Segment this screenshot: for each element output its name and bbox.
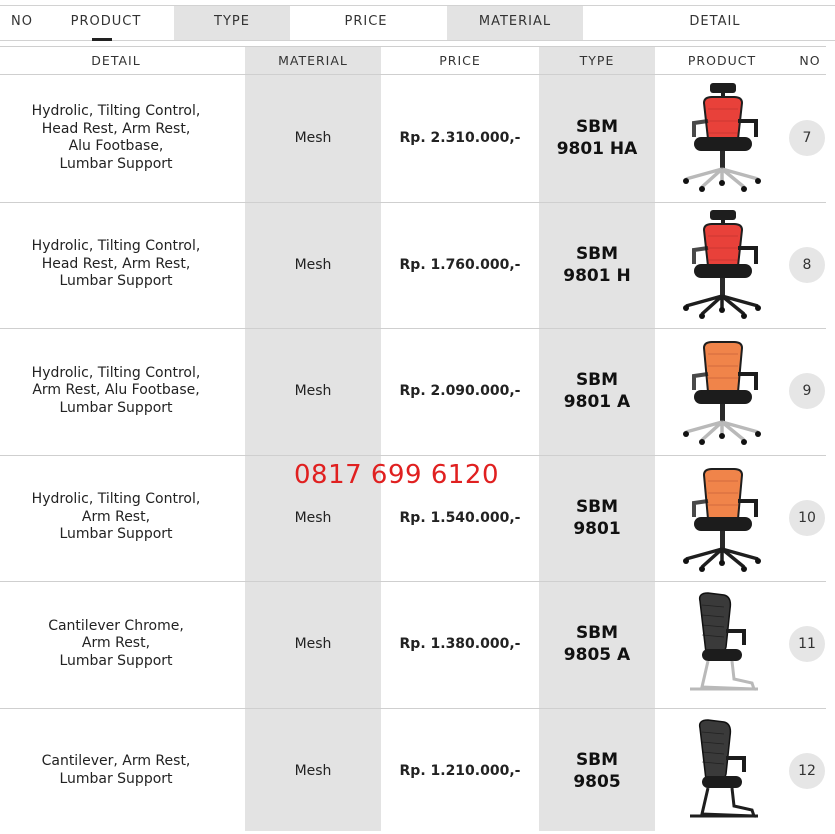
detail-cell — [5, 75, 227, 201]
chair-image — [672, 461, 772, 575]
top-header-material: MATERIAL — [447, 6, 583, 40]
divider — [0, 40, 835, 41]
detail-line: Alu Footbase, — [68, 138, 164, 154]
detail-cell — [5, 455, 227, 581]
row-number-badge: 12 — [789, 753, 825, 789]
chair-image — [672, 587, 772, 701]
phone-watermark: 0817 699 6120 — [294, 460, 499, 490]
detail-cell — [5, 708, 227, 834]
table-row — [0, 581, 835, 707]
table-top-border — [0, 46, 826, 47]
type-cell — [539, 581, 655, 707]
header-type: TYPE — [579, 53, 615, 68]
detail-line: Hydrolic, Tilting Control, — [31, 364, 201, 381]
detail-line: Arm Rest, — [81, 635, 151, 652]
table-row — [0, 328, 835, 454]
detail-cell — [5, 581, 227, 707]
detail-line: Cantilever, Arm Rest, — [41, 753, 191, 769]
top-header-bar — [0, 0, 835, 40]
detail-line: Lumbar Support — [59, 399, 173, 416]
header-no: NO — [799, 53, 821, 68]
price-cell: Rp. 2.310.000,- — [399, 130, 521, 146]
detail-line: Cantilever Chrome, — [48, 617, 184, 634]
chair-image — [672, 334, 772, 448]
product-image — [672, 81, 772, 195]
chair-image — [672, 208, 772, 322]
type-line: 9805 — [573, 771, 621, 792]
detail-line: Hydrolic, Tilting Control, — [31, 491, 201, 508]
product-image — [672, 334, 772, 448]
material-cell: Mesh — [294, 636, 332, 652]
product-image — [672, 208, 772, 322]
price-cell: Rp. 1.540.000,- — [399, 509, 521, 526]
type-line: SBM — [575, 117, 619, 137]
header-product: PRODUCT — [687, 53, 757, 68]
header-price: PRICE — [439, 53, 481, 68]
detail-line: Hydrolic, Tilting Control, — [31, 103, 201, 119]
material-cell: Mesh — [294, 256, 332, 273]
type-line: SBM — [575, 623, 619, 643]
table-row — [0, 708, 835, 834]
type-line: SBM — [575, 749, 619, 770]
type-cell — [539, 328, 655, 454]
detail-line: Head Rest, Arm Rest, — [41, 255, 191, 272]
type-line: 9801 A — [563, 392, 631, 412]
top-header-detail: DETAIL — [689, 14, 741, 29]
type-cell — [539, 455, 655, 581]
top-header-no: NO — [11, 14, 33, 29]
type-line: 9805 A — [563, 645, 631, 665]
detail-line: Lumbar Support — [59, 652, 173, 669]
type-line: SBM — [575, 496, 619, 517]
top-header-type: TYPE — [174, 6, 290, 40]
detail-line: Arm Rest, — [81, 508, 151, 525]
row-number-badge: 10 — [789, 500, 825, 536]
top-header-product: PRODUCT — [70, 14, 142, 29]
material-cell: Mesh — [294, 383, 332, 399]
header-material: MATERIAL — [278, 53, 348, 68]
top-header-price: PRICE — [344, 14, 388, 29]
type-line: 9801 HA — [556, 139, 638, 159]
detail-line: Head Rest, Arm Rest, — [41, 120, 191, 137]
type-line: 9801 — [573, 518, 621, 539]
type-line: 9801 H — [563, 265, 631, 286]
material-cell: Mesh — [294, 762, 332, 779]
detail-cell — [5, 328, 227, 454]
row-number-badge: 7 — [789, 120, 825, 156]
type-cell — [539, 708, 655, 834]
chair-image — [672, 81, 772, 195]
detail-line: Lumbar Support — [59, 526, 173, 543]
table-row — [0, 202, 835, 328]
type-line: SBM — [575, 370, 619, 390]
type-cell — [539, 202, 655, 328]
price-cell: Rp. 1.210.000,- — [399, 762, 521, 779]
detail-line: Arm Rest, Alu Footbase, — [32, 382, 200, 399]
row-number-badge: 9 — [789, 373, 825, 409]
material-cell: Mesh — [294, 130, 332, 146]
detail-line: Hydrolic, Tilting Control, — [31, 238, 201, 255]
price-cell: Rp. 2.090.000,- — [399, 383, 521, 399]
product-image — [672, 714, 772, 828]
product-image — [672, 587, 772, 701]
detail-cell — [5, 202, 227, 328]
detail-line: Lumbar Support — [59, 770, 173, 787]
detail-line: Lumbar Support — [59, 273, 173, 290]
material-cell: Mesh — [294, 509, 332, 526]
price-cell: Rp. 1.380.000,- — [399, 636, 521, 652]
header-detail: DETAIL — [91, 53, 141, 68]
detail-line: Lumbar Support — [59, 155, 173, 172]
product-image — [672, 461, 772, 575]
row-number-badge: 11 — [789, 626, 825, 662]
type-cell — [539, 75, 655, 201]
price-cell: Rp. 1.760.000,- — [399, 256, 521, 273]
active-indicator — [92, 38, 112, 41]
type-line: SBM — [575, 243, 619, 264]
table-row — [0, 75, 835, 201]
chair-image — [672, 714, 772, 828]
row-number-badge: 8 — [789, 247, 825, 283]
